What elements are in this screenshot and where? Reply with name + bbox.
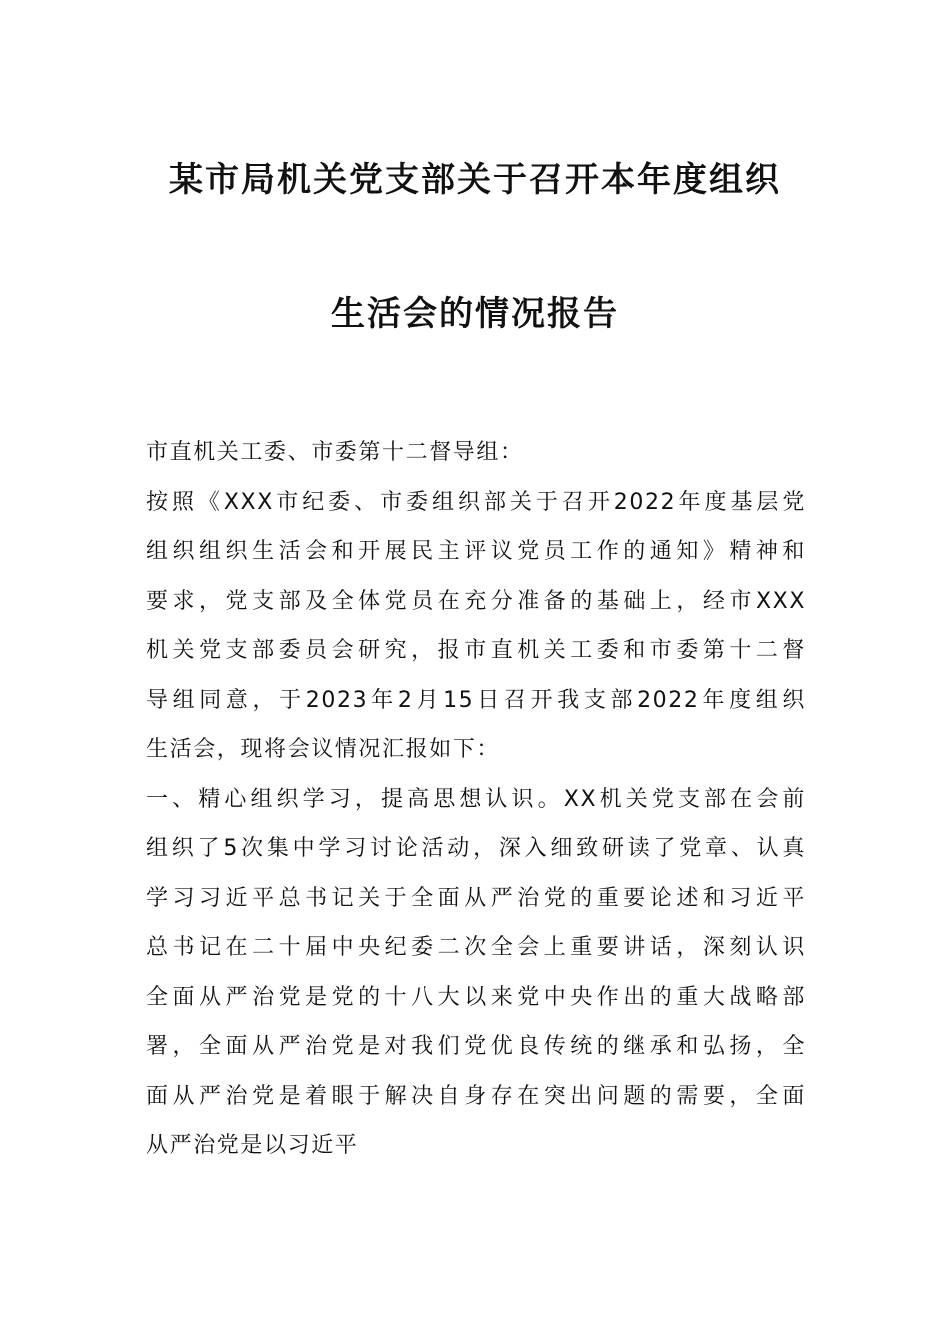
paragraph-1-line: 要求，党支部及全体党员在充分准备的基础上，经市XXX <box>146 588 806 614</box>
document-title-line-2: 生活会的情况报告 <box>331 294 619 334</box>
paragraph-2-line: 全面从严治党是党的十八大以来党中央作出的重大战略部 <box>146 984 806 1010</box>
paragraph-2-line: 署，全面从严治党是对我们党优良传统的继承和弘扬，全 <box>146 1034 806 1059</box>
paragraph-1-line: 组织组织生活会和开展民主评议党员工作的通知》精神和 <box>146 539 806 564</box>
paragraph-2-line: 面从严治党是着眼于解决自身存在突出问题的需要，全面 <box>146 1083 806 1109</box>
paragraph-2-line: 从严治党是以习近平 <box>146 1133 359 1158</box>
paragraph-2-line: 学习习近平总书记关于全面从严治党的重要论述和习近平 <box>146 885 806 911</box>
paragraph-2-line: 组织了5次集中学习讨论活动，深入细致研读了党章、认真 <box>146 836 806 861</box>
paragraph-1-line: 生活会，现将会议情况汇报如下： <box>146 737 501 762</box>
salutation-line: 市直机关工委、市委第十二督导组： <box>146 440 524 465</box>
paragraph-1-line: 导组同意，于2023年2月15日召开我支部2022年度组织 <box>146 687 806 713</box>
paragraph-1-line: 按照《XXX市纪委、市委组织部关于召开2022年度基层党 <box>146 489 806 515</box>
document-title-line-1: 某市局机关党支部关于召开本年度组织 <box>169 160 781 200</box>
salutation <box>146 428 806 478</box>
document-body <box>146 428 806 1171</box>
paragraph-1-line: 机关党支部委员会研究，报市直机关工委和市委第十二督 <box>146 638 806 663</box>
paragraph-2-line: 一、精心组织学习，提高思想认识。XX机关党支部在会前 <box>146 786 806 812</box>
paragraph-2-line: 总书记在二十届中央纪委二次全会上重要讲话，深刻认识 <box>146 935 806 960</box>
paragraph-1 <box>146 478 806 775</box>
paragraph-2 <box>146 775 806 1171</box>
